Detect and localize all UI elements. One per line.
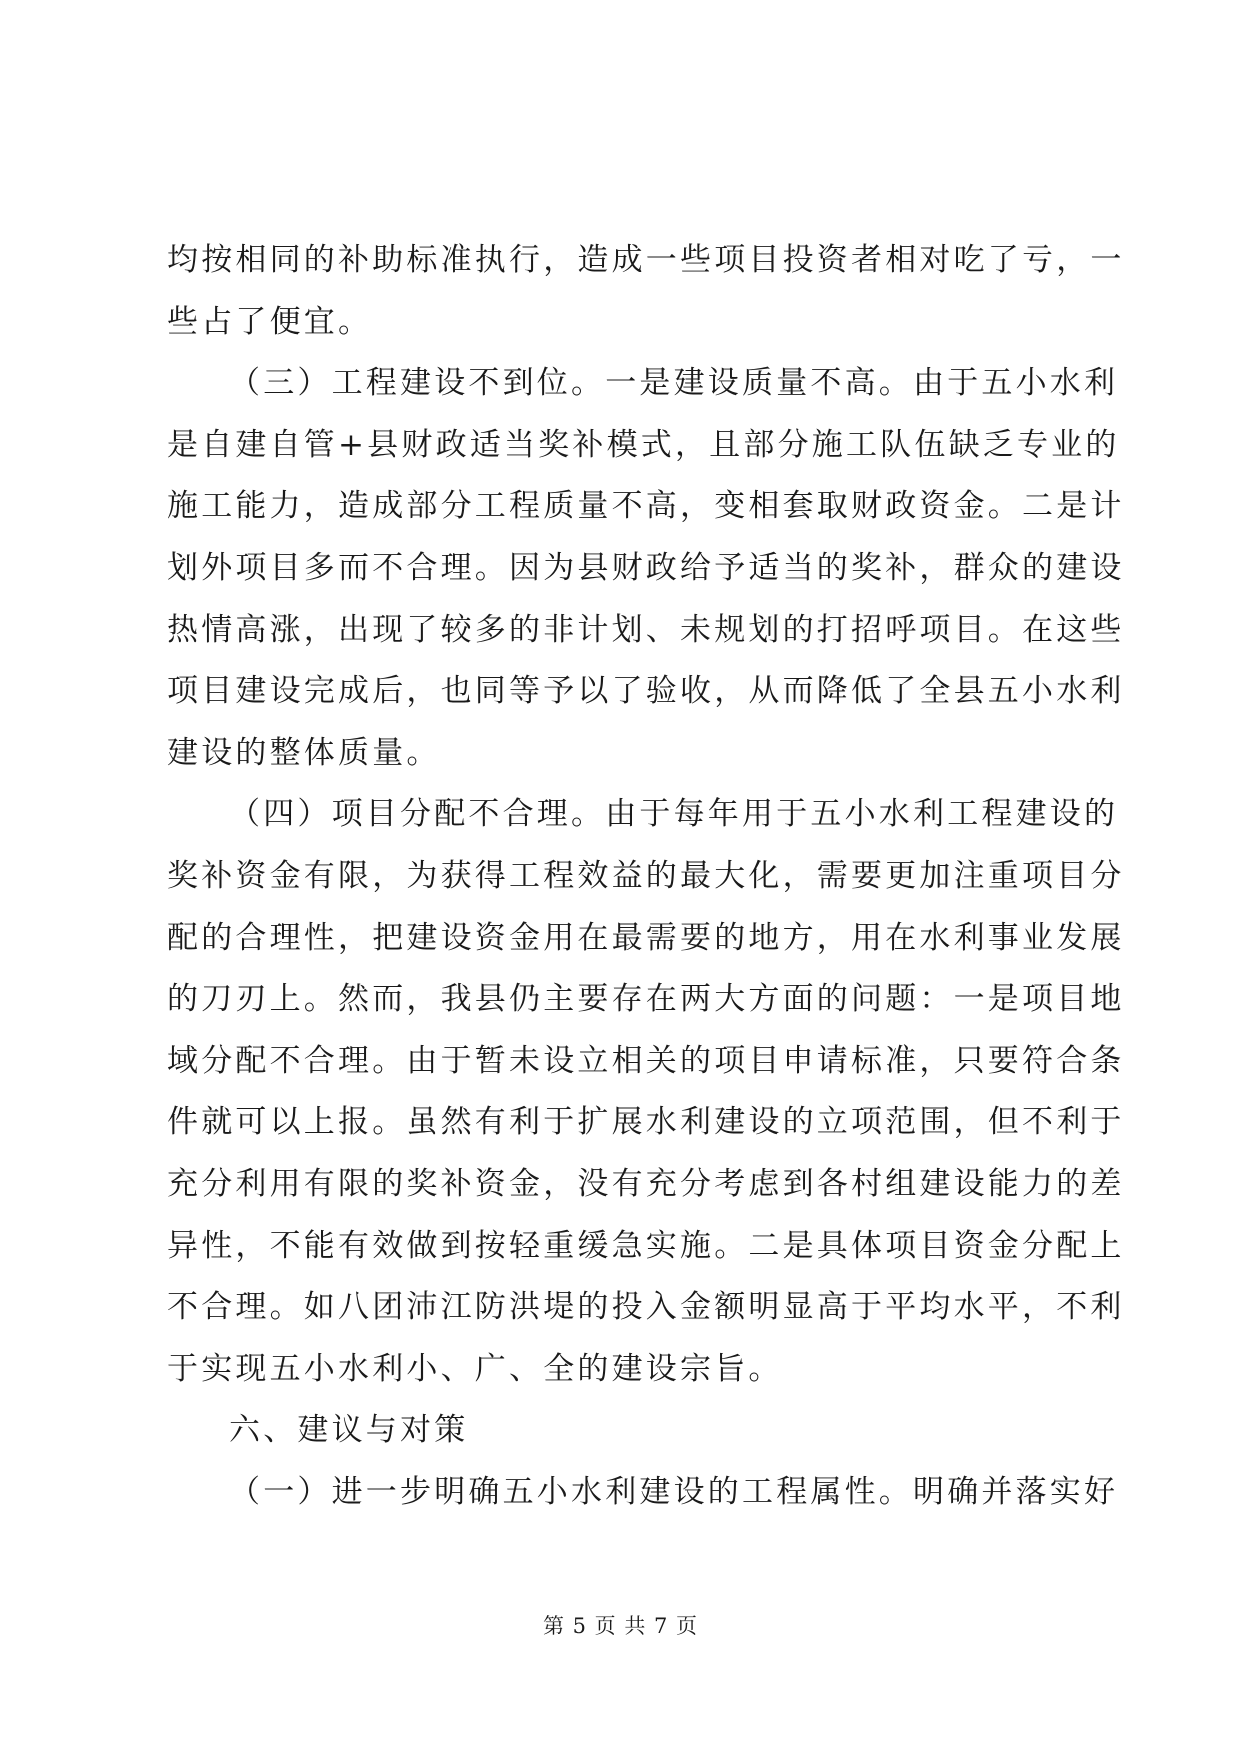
text-line: 于实现五小水利小、广、全的建设宗旨。: [167, 1350, 783, 1387]
text-line: 域分配不合理。由于暂未设立相关的项目申请标准，只要符合条: [167, 1042, 1125, 1079]
text-line: （四）项目分配不合理。由于每年用于五小水利工程建设的: [229, 796, 1119, 833]
text-line: 热情高涨，出现了较多的非计划、未规划的打招呼项目。在这些: [167, 611, 1125, 648]
text-line: 件就可以上报。虽然有利于扩展水利建设的立项范围，但不利于: [167, 1104, 1125, 1141]
page-footer: 第 5 页 共 7 页: [542, 1614, 699, 1638]
text-line: 是自建自管+县财政适当奖补模式，且部分施工队伍缺乏专业的: [167, 426, 1120, 463]
text-line: 充分利用有限的奖补资金，没有充分考虑到各村组建设能力的差: [167, 1165, 1125, 1202]
text-line: （三）工程建设不到位。一是建设质量不高。由于五小水利: [229, 365, 1119, 402]
text-line: 划外项目多而不合理。因为县财政给予适当的奖补，群众的建设: [167, 549, 1125, 586]
text-line: 配的合理性，把建设资金用在最需要的地方，用在水利事业发展: [167, 919, 1125, 956]
text-line: 建设的整体质量。: [167, 734, 441, 771]
document-body: [167, 230, 1125, 1523]
text-line: 不合理。如八团沛江防洪堤的投入金额明显高于平均水平，不利: [167, 1289, 1125, 1326]
text-line: 异性，不能有效做到按轻重缓急实施。二是具体项目资金分配上: [167, 1227, 1125, 1264]
text-line: 些占了便宜。: [167, 303, 373, 340]
text-line: 奖补资金有限，为获得工程效益的最大化，需要更加注重项目分: [167, 857, 1125, 894]
text-line: 项目建设完成后，也同等予以了验收，从而降低了全县五小水利: [167, 673, 1125, 710]
text-line: 均按相同的补助标准执行，造成一些项目投资者相对吃了亏，一: [167, 242, 1125, 278]
text-line: （一）进一步明确五小水利建设的工程属性。明确并落实好: [229, 1473, 1119, 1510]
text-line: 施工能力，造成部分工程质量不高，变相套取财政资金。二是计: [167, 488, 1125, 525]
text-line: 六、建议与对策: [229, 1412, 469, 1449]
text-line: 的刀刃上。然而，我县仍主要存在两大方面的问题：一是项目地: [167, 981, 1125, 1018]
